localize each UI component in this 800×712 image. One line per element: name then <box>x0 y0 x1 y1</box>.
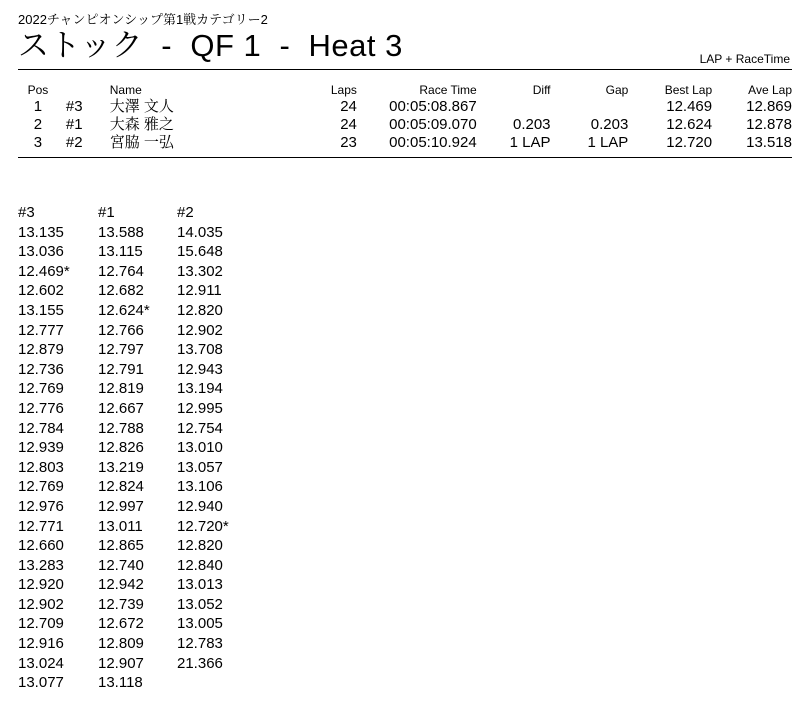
lap-mode-label: LAP + RaceTime <box>699 52 790 66</box>
lap-time: 13.011 <box>98 517 143 535</box>
lap-time: 12.797 <box>98 341 144 359</box>
result-ave-lap: 13.518 <box>746 134 792 151</box>
lap-time: 12.939 <box>18 439 64 457</box>
result-best-lap: 12.469 <box>666 98 713 115</box>
lap-column-header: #3 <box>18 204 35 221</box>
lap-time: 13.057 <box>177 458 223 476</box>
lap-time: 12.672 <box>98 615 144 633</box>
result-laps: 23 <box>340 134 357 151</box>
result-car-number: #1 <box>65 116 83 133</box>
col-race-time: Race Time <box>419 83 477 97</box>
lap-time: 12.667 <box>98 399 144 417</box>
lap-time: 12.916 <box>18 635 64 653</box>
lap-time: 13.106 <box>177 478 223 496</box>
result-driver-name: 大澤 文人 <box>109 98 174 115</box>
result-gap <box>551 98 629 116</box>
result-car-number: #2 <box>65 134 83 151</box>
lap-time: 12.920 <box>18 576 64 594</box>
lap-time: 12.997 <box>98 497 144 515</box>
lap-time: 13.077 <box>18 674 64 692</box>
lap-time: 13.052 <box>177 595 223 613</box>
result-diff <box>477 98 551 116</box>
lap-column <box>18 203 70 693</box>
result-car-number: #3 <box>65 98 83 115</box>
lap-time: 12.769 <box>18 478 64 496</box>
col-name: Name <box>109 83 142 97</box>
lap-time: 15.648 <box>177 243 223 261</box>
lap-time: 12.820 <box>177 537 223 555</box>
lap-time: 13.135 <box>18 223 64 241</box>
result-race-time: 00:05:09.070 <box>389 116 477 133</box>
lap-time: 12.777 <box>18 321 64 339</box>
lap-time: 12.819 <box>98 380 144 398</box>
lap-time: 13.115 <box>98 243 143 261</box>
col-best-lap: Best Lap <box>664 83 713 97</box>
lap-time: 13.708 <box>177 341 223 359</box>
results-divider <box>18 157 792 158</box>
lap-time: 13.302 <box>177 262 223 280</box>
lap-time: 12.976 <box>18 497 64 515</box>
lap-time: 12.766 <box>98 321 144 339</box>
lap-time: 12.907 <box>98 654 144 672</box>
results-header-row <box>18 82 792 98</box>
lap-column <box>98 203 150 693</box>
lap-time: 12.469* <box>18 262 70 280</box>
lap-column-header: #2 <box>177 204 194 221</box>
lap-time: 12.943 <box>177 360 223 378</box>
result-race-time: 00:05:10.924 <box>389 134 477 151</box>
lap-time: 12.682 <box>98 282 144 300</box>
lap-time: 12.769 <box>18 380 64 398</box>
result-gap: 1 LAP <box>587 134 629 151</box>
lap-time: 12.820 <box>177 301 223 319</box>
result-row <box>18 134 792 152</box>
lap-time: 13.588 <box>98 223 144 241</box>
result-ave-lap: 12.869 <box>746 98 792 115</box>
lap-time: 13.155 <box>18 301 64 319</box>
result-diff: 0.203 <box>512 116 551 133</box>
lap-time: 21.366 <box>177 654 223 672</box>
lap-column <box>177 203 229 673</box>
lap-time: 12.776 <box>18 399 64 417</box>
lap-time: 12.624* <box>98 301 150 319</box>
result-row <box>18 116 792 134</box>
lap-time: 13.024 <box>18 654 64 672</box>
lap-time: 12.902 <box>177 321 223 339</box>
lap-time: 12.879 <box>18 341 64 359</box>
lap-time: 13.194 <box>177 380 223 398</box>
result-row <box>18 98 792 116</box>
lap-time: 12.788 <box>98 419 144 437</box>
lap-time: 12.709 <box>18 615 64 633</box>
lap-time: 12.995 <box>177 399 223 417</box>
result-race-time: 00:05:08.867 <box>389 98 477 115</box>
lap-time: 14.035 <box>177 223 223 241</box>
header-divider <box>18 69 792 70</box>
lap-time: 13.036 <box>18 243 64 261</box>
results-table <box>18 82 792 152</box>
result-pos: 2 <box>33 116 43 133</box>
lap-time: 12.824 <box>98 478 144 496</box>
lap-time: 12.840 <box>177 556 223 574</box>
result-best-lap: 12.624 <box>666 116 713 133</box>
lap-time: 13.013 <box>177 576 223 594</box>
result-gap: 0.203 <box>590 116 629 133</box>
lap-time: 13.010 <box>177 439 223 457</box>
lap-time: 12.826 <box>98 439 144 457</box>
lap-column-header: #1 <box>98 204 115 221</box>
col-gap: Gap <box>605 83 629 97</box>
col-laps: Laps <box>330 83 357 97</box>
col-ave-lap: Ave Lap <box>748 83 792 97</box>
lap-time: 12.736 <box>18 360 64 378</box>
lap-time: 12.865 <box>98 537 144 555</box>
lap-time: 12.940 <box>177 497 223 515</box>
lap-time: 13.005 <box>177 615 223 633</box>
lap-time: 12.791 <box>98 360 144 378</box>
lap-time: 12.720* <box>177 517 229 535</box>
lap-time: 12.911 <box>177 282 222 300</box>
result-pos: 3 <box>33 134 43 151</box>
lap-time: 12.784 <box>18 419 64 437</box>
race-title: ストック - QF 1 - Heat 3 <box>18 28 403 63</box>
lap-time: 12.764 <box>98 262 144 280</box>
result-ave-lap: 12.878 <box>746 116 792 133</box>
lap-time: 12.902 <box>18 595 64 613</box>
lap-time: 12.602 <box>18 282 64 300</box>
result-driver-name: 大森 雅之 <box>109 116 174 133</box>
lap-time: 13.118 <box>98 674 143 692</box>
result-driver-name: 宮脇 一弘 <box>109 134 174 151</box>
result-best-lap: 12.720 <box>666 134 713 151</box>
lap-time: 12.660 <box>18 537 64 555</box>
result-pos: 1 <box>33 98 43 115</box>
lap-time: 12.754 <box>177 419 223 437</box>
result-laps: 24 <box>340 116 357 133</box>
lap-time: 12.771 <box>18 517 64 535</box>
lap-time: 12.942 <box>98 576 144 594</box>
lap-time: 13.219 <box>98 458 144 476</box>
lap-time: 12.803 <box>18 458 64 476</box>
lap-time: 12.783 <box>177 635 223 653</box>
result-laps: 24 <box>340 98 357 115</box>
lap-time: 12.809 <box>98 635 144 653</box>
lap-time: 12.739 <box>98 595 144 613</box>
col-pos: Pos <box>27 83 49 97</box>
result-diff: 1 LAP <box>509 134 551 151</box>
lap-time: 13.283 <box>18 556 64 574</box>
lap-time: 12.740 <box>98 556 144 574</box>
col-diff: Diff <box>532 83 551 97</box>
event-subtitle: 2022チャンピオンシップ第1戦カテゴリー2 <box>18 12 268 27</box>
